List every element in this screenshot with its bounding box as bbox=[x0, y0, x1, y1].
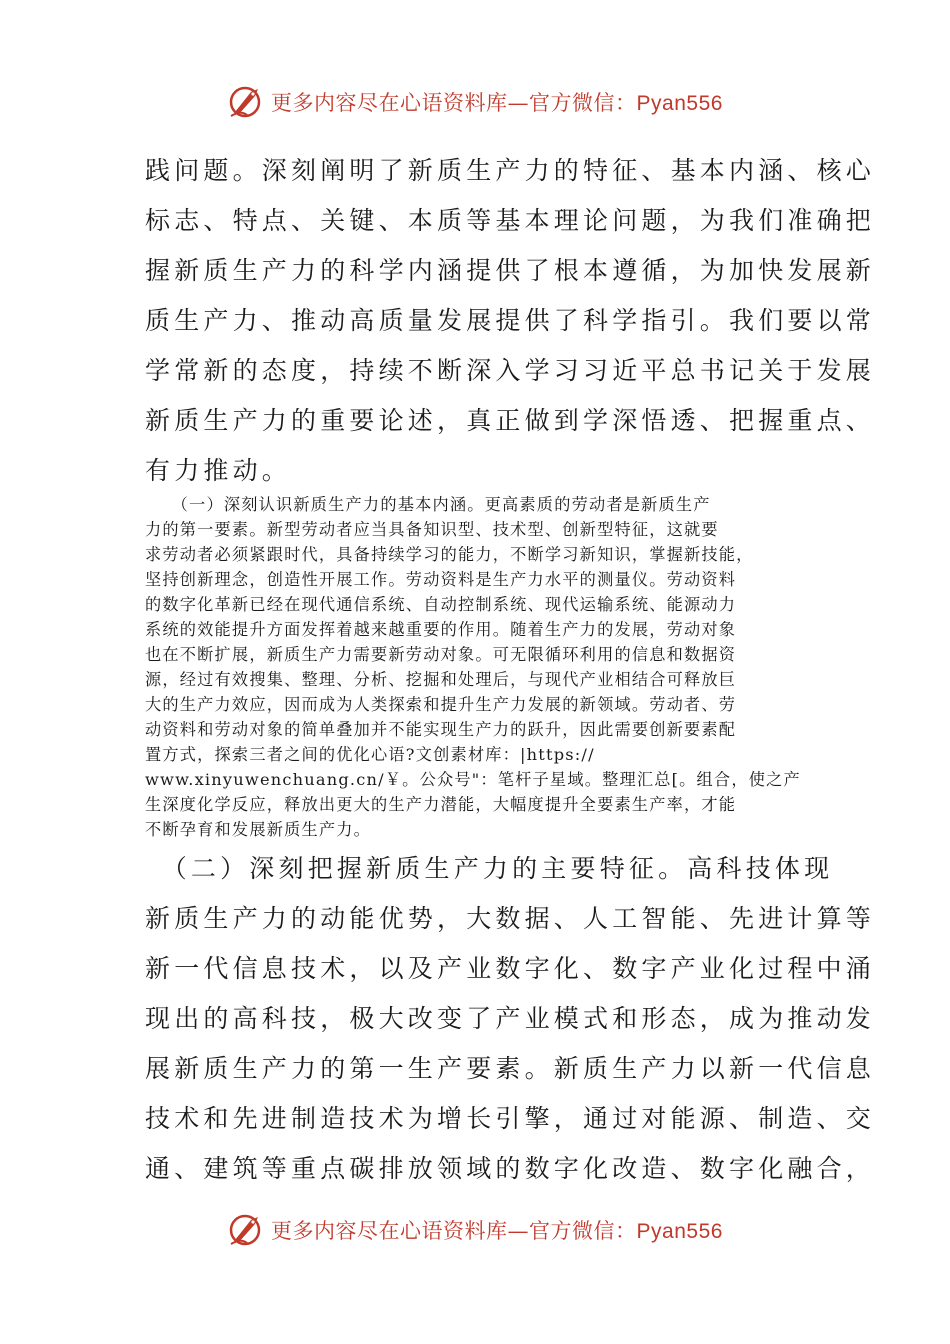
text-line: 握新质生产力的科学内涵提供了根本遵循，为加快发展新 bbox=[145, 256, 876, 285]
text-line: 新质生产力的动能优势，大数据、人工智能、先进计算等 bbox=[145, 904, 876, 933]
text-line: 标志、特点、关键、本质等基本理论问题，为我们准确把 bbox=[145, 206, 876, 235]
text-line: 动资料和劳动对象的简单叠加并不能实现生产力的跃升，因此需要创新要素配 bbox=[145, 720, 737, 739]
text-line: 大的生产力效应，因而成为人类探索和提升生产力发展的新领域。劳动者、劳 bbox=[145, 695, 737, 714]
text-line: 技术和先进制造技术为增长引擎，通过对能源、制造、交 bbox=[145, 1104, 876, 1133]
text-line: 质生产力、推动高质量发展提供了科学指引。我们要以常 bbox=[145, 306, 876, 335]
text-line: （一）深刻认识新质生产力的基本内涵。更高素质的劳动者是新质生产 bbox=[145, 495, 711, 514]
text-line: 展新质生产力的第一生产要素。新质生产力以新一代信息 bbox=[145, 1054, 876, 1083]
text-line: 新质生产力的重要论述，真正做到学深悟透、把握重点、 bbox=[145, 406, 876, 435]
paragraph-block-3 bbox=[145, 844, 876, 1194]
text-line: 源，经过有效搜集、整理、分析、挖掘和处理后，与现代产业相结合可释放巨 bbox=[145, 670, 737, 689]
text-line: 力的第一要素。新型劳动者应当具备知识型、技术型、创新型特征，这就要 bbox=[145, 520, 719, 539]
pen-nib-logo-icon bbox=[227, 82, 267, 122]
text-line: 践问题。深刻阐明了新质生产力的特征、基本内涵、核心 bbox=[145, 156, 876, 185]
text-line: 系统的效能提升方面发挥着越来越重要的作用。随着生产力的发展，劳动对象 bbox=[145, 620, 737, 639]
paragraph-block-2 bbox=[145, 492, 805, 842]
watermark-text: 更多内容尽在心语资料库—官方微信：Pyan556 bbox=[271, 1219, 723, 1243]
paragraph-block-1 bbox=[145, 146, 876, 496]
text-line: 通、建筑等重点碳排放领域的数字化改造、数字化融合， bbox=[145, 1154, 876, 1183]
text-line: 新一代信息技术，以及产业数字化、数字产业化过程中涌 bbox=[145, 954, 876, 983]
text-line: 不断孕育和发展新质生产力。 bbox=[145, 820, 372, 839]
text-line: 有力推动。 bbox=[145, 456, 292, 485]
text-line: www.xinyuwenchuang.cn/￥。公众号"：笔杆子星域。整理汇总[。组合，使之产 bbox=[145, 770, 801, 789]
text-line: （二）深刻把握新质生产力的主要特征。高科技体现 bbox=[145, 854, 834, 883]
text-line: 现出的高科技，极大改变了产业模式和形态，成为推动发 bbox=[145, 1004, 876, 1033]
text-line: 生深度化学反应，释放出更大的生产力潜能，大幅度提升全要素生产率，才能 bbox=[145, 795, 737, 814]
footer-watermark bbox=[0, 1208, 950, 1252]
pen-nib-logo-icon bbox=[227, 1210, 267, 1250]
text-line: 坚持创新理念，创造性开展工作。劳动资料是生产力水平的测量仪。劳动资料 bbox=[145, 570, 737, 589]
text-line: 置方式，探索三者之间的优化心语?文创素材库：|https:// bbox=[145, 745, 595, 764]
header-watermark bbox=[0, 80, 950, 124]
text-line: 求劳动者必须紧跟时代，具备持续学习的能力，不断学习新知识，掌握新技能， bbox=[145, 545, 754, 564]
text-line: 学常新的态度，持续不断深入学习习近平总书记关于发展 bbox=[145, 356, 876, 385]
text-line: 也在不断扩展，新质生产力需要新劳动对象。可无限循环利用的信息和数据资 bbox=[145, 645, 737, 664]
watermark-text: 更多内容尽在心语资料库—官方微信：Pyan556 bbox=[271, 91, 723, 115]
text-line: 的数字化革新已经在现代通信系统、自动控制系统、现代运输系统、能源动力 bbox=[145, 595, 737, 614]
